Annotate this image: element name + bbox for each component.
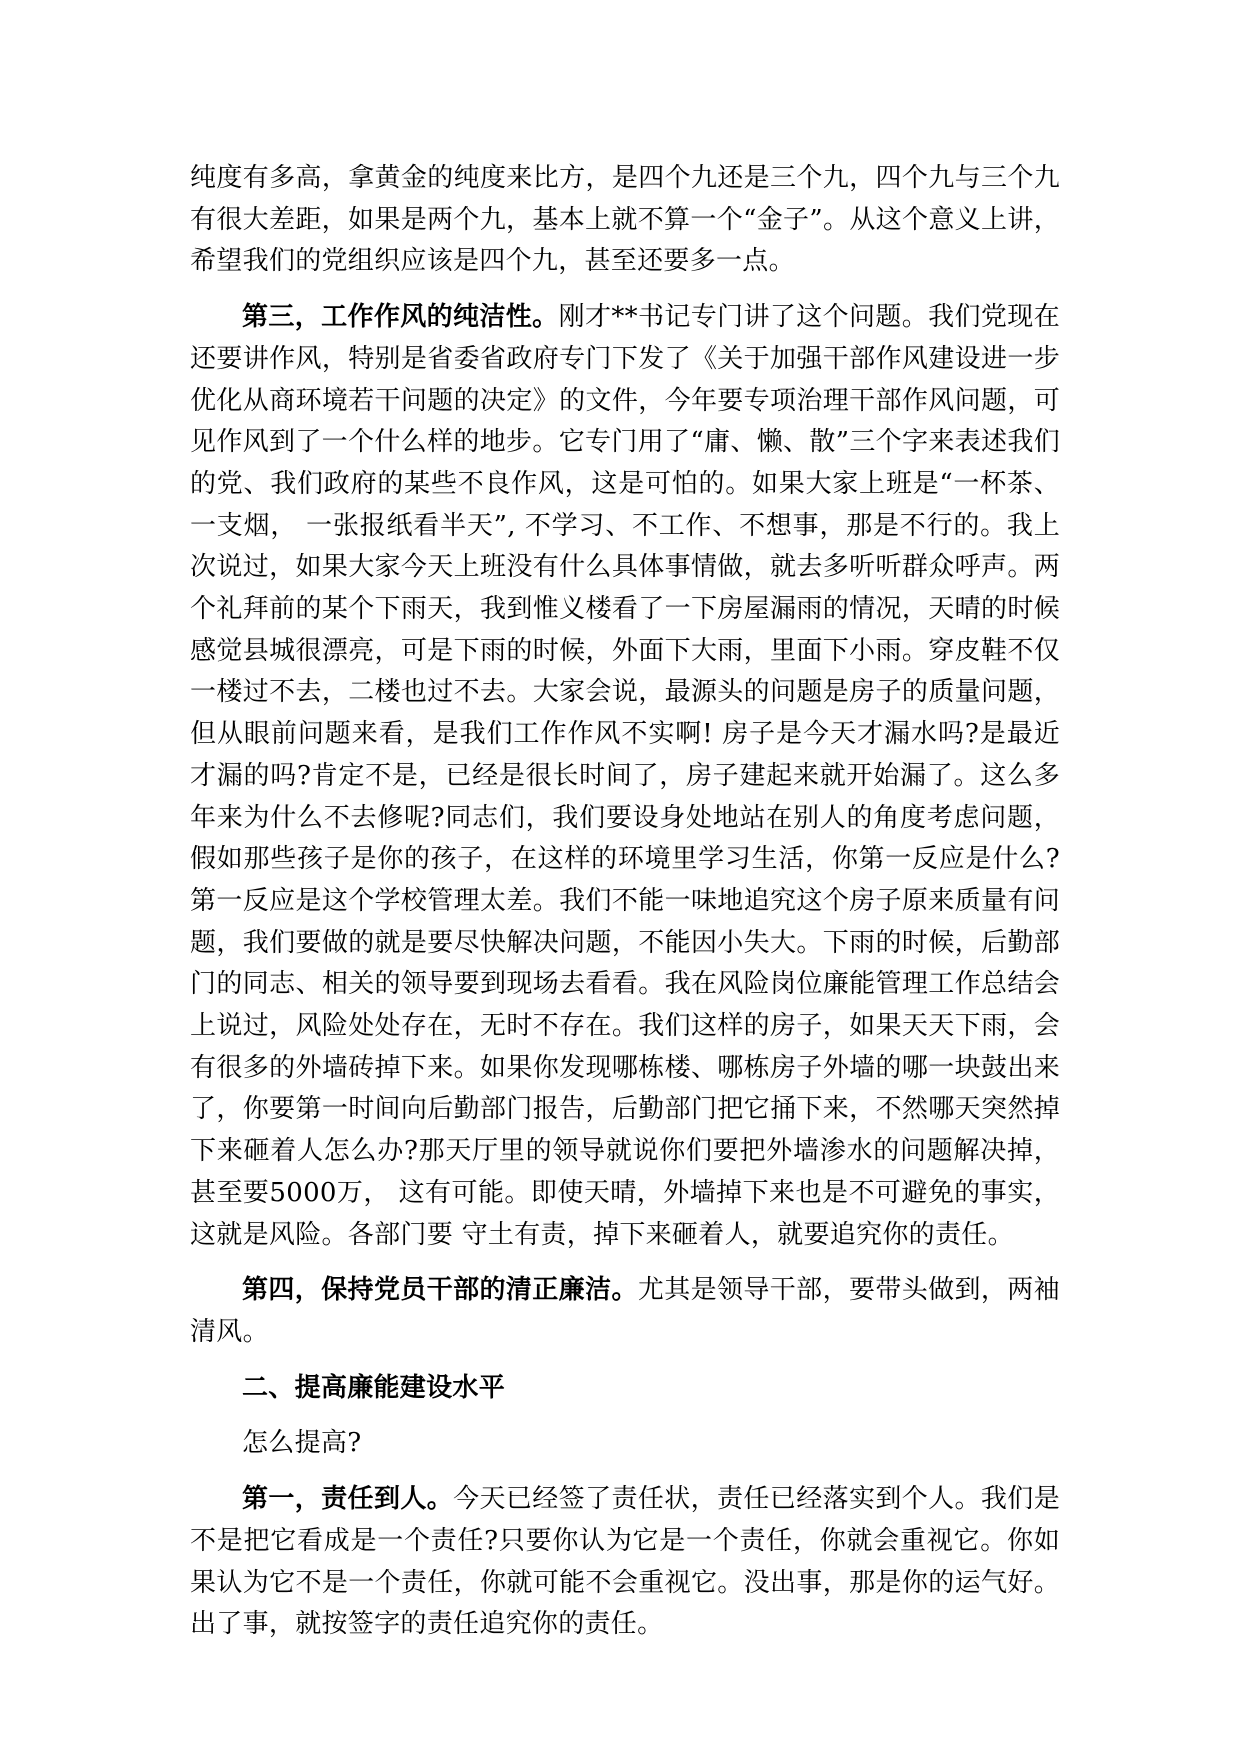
paragraph-heading: 第三，工作作风的纯洁性。 — [242, 302, 559, 333]
paragraph-text: 尤其是领导干部，要带头做到，两袖清风。 — [190, 1275, 1060, 1347]
paragraph-question — [190, 1423, 1060, 1465]
section-heading — [190, 1368, 1060, 1410]
paragraph-integrity — [190, 1270, 1060, 1353]
section-title: 二、提高廉能建设水平 — [242, 1372, 506, 1403]
paragraph-text: 今天已经签了责任状，责任已经落实到个人。我们是不是把它看成是一个责任?只要你认为它是一个责任，你就会重视它。你如果认为它不是一个责任，你就可能不会重视它。没出事，那是你的运气好。出了事，就按签字的责任追究你的责任。 — [190, 1484, 1060, 1640]
paragraph-responsibility — [190, 1479, 1060, 1646]
paragraph-purity-degree — [190, 158, 1060, 283]
paragraph-heading: 第一，责任到人。 — [242, 1484, 454, 1515]
paragraph-text: 怎么提高? — [242, 1428, 362, 1459]
paragraph-text: 纯度有多高，拿黄金的纯度来比方，是四个九还是三个九，四个九与三个九有很大差距，如果是两个九，基本上就不算一个“金子”。从这个意义上讲，希望我们的党组织应该是四个九，甚至还要多一点。 — [190, 163, 1060, 277]
paragraph-heading: 第四，保持党员干部的清正廉洁。 — [242, 1275, 638, 1306]
document-page — [190, 158, 1060, 1646]
paragraph-text: 刚才**书记专门讲了这个问题。我们党现在还要讲作风，特别是省委省政府专门下发了《关于加强干部作风建设进一步优化从商环境若干问题的决定》的文件，今年要专项治理干部作风问题，可见作风到了一个什么样的地步。它专门用了“庸、懒、散”三个字来表述我们的党、我们政府的某些不良作风，这是可怕的。如果大家上班是“一杯茶、 一支烟， 一张报纸看半天”, 不学习、不工作、不想事，那是不行的。我上次说过，如果大家今天上班没有什么具体事情做，就去多听听群众呼声。两个礼拜前的某个下雨天，我到惟义楼看了一下房屋漏雨的情况，天晴的时候感觉县城很漂亮，可是下雨的时候，外面下大雨，里面下小雨。穿皮鞋不仅一楼过不去，二楼也过不去。大家会说，最源头的问题是房子的质量问题，但从眼前问题来看，是我们工作作风不实啊! 房子是今天才漏水吗?是最近才漏的吗?肯定不是，已经是很长时间了，房子建起来就开始漏了。这么多年来为什么不去修呢?同志们，我们要设身处地站在别人的角度考虑问题，假如那些孩子是你的孩子，在这样的环境里学习生活，你第一反应是什么?第一反应是这个学校管理太差。我们不能一味地追究这个房子原来质量有问题，我们要做的就是要尽快解决问题，不能因小失大。下雨的时候，后勤部门的同志、相关的领导要到现场去看看。我在风险岗位廉能管理工作总结会上说过，风险处处存在，无时不存在。我们这样的房子，如果天天下雨，会有很多的外墙砖掉下来。如果你发现哪栋楼、哪栋房子外墙的哪一块鼓出来了，你要第一时间向后勤部门报告，后勤部门把它捅下来，不然哪天突然掉下来砸着人怎么办?那天厅里的领导就说你们要把外墙渗水的问题解决掉，甚至要5000万， 这有可能。即使天晴，外墙掉下来也是不可避免的事实，这就是风险。各部门要 守土有责，掉下来砸着人，就要追究你的责任。 — [190, 302, 1060, 1250]
paragraph-work-style — [190, 297, 1060, 1256]
